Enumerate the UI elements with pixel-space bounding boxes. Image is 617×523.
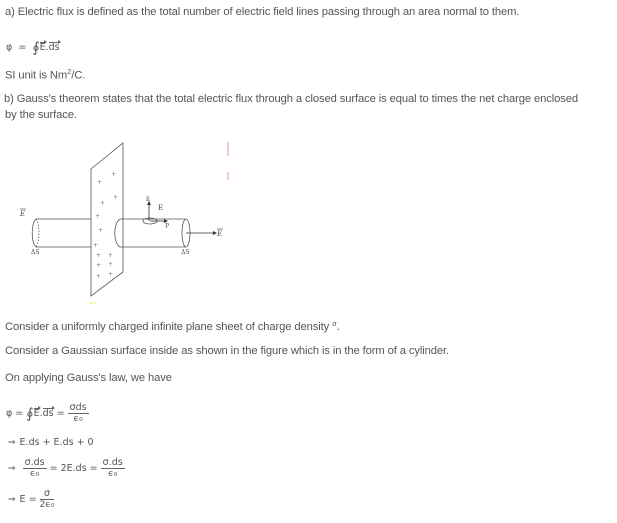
dot-operator: . [39,408,43,419]
closed-integral-symbol: ∮ [32,40,40,56]
sigma-ds-over-epsilon [68,402,89,425]
si-unit-prefix: SI unit is Nm [5,69,68,82]
phi-symbol: φ [6,42,13,53]
svg-text:+: + [95,213,101,220]
phi-equals: φ = [6,408,27,419]
si-unit-exponent: 2 [67,67,72,76]
flux-sum-equation [8,437,94,448]
charge-density-statement [5,316,340,335]
two-E-ds-text: = 2E.ds = [46,463,101,474]
fraction-left [23,457,47,480]
svg-text:+: + [96,252,102,259]
period: . [336,321,340,333]
E-vector: E [39,42,46,53]
charged-plane-diagram [10,140,230,305]
svg-text:ΔS: ΔS [181,249,190,256]
denominator: ϵ₀ [73,414,83,424]
dot-operator: . [45,42,49,53]
svg-text:+: + [93,242,99,249]
sigma-symbol: σ [332,319,337,328]
svg-text:ΔS: ΔS [31,249,40,256]
fraction-right [101,457,125,480]
E-equals: E = [19,494,40,505]
equals-sign: = [53,408,68,419]
charge-density-text: Consider a uniformly charged infinite plane sheet of charge density [5,321,330,333]
gauss-law-equation [6,402,89,425]
denominator: ϵ₀ [108,469,118,479]
E-vector: E [33,408,40,419]
svg-text:+: + [108,271,114,278]
sigma-over-two-epsilon [40,488,55,511]
svg-text:+: + [98,227,104,234]
svg-text:+: + [108,252,114,259]
svg-text:+: + [111,171,117,178]
svg-text:P: P [165,223,170,230]
gaussian-cylinder-figure [10,140,230,305]
si-unit-text [5,64,85,84]
denominator: 2ϵ₀ [39,500,55,510]
svg-text:+: + [113,194,119,201]
svg-text:+: + [96,262,102,269]
numerator: σds [69,402,87,413]
implies-arrow: ⇒ [8,438,16,448]
svg-text:+: + [96,273,102,280]
si-unit-suffix: /C. [71,69,86,82]
gaussian-surface-statement: Consider a Gaussian surface inside as shown in the figure which is in the form of a cylinder. [5,345,450,357]
apply-gauss-law-statement: On applying Gauss's law, we have [5,372,172,384]
ds-vector: ds [42,408,54,419]
ds-vector: ds [48,42,60,53]
svg-text:E: E [158,204,164,212]
electric-flux-definition: a) Electric flux is defined as the total number of electric field lines passing through an area normal to them. [5,6,520,18]
svg-text:E: E [217,230,223,238]
electric-field-result [8,488,54,511]
svg-text:+: + [108,261,114,268]
gauss-theorem-line2: by the surface. [5,109,77,121]
equals-sign: = [18,42,27,53]
numerator: σ.ds [102,457,123,468]
svg-text:+: + [100,200,106,207]
implies-arrow: ⇒ [8,464,16,474]
equate-flux-equation [8,457,125,480]
svg-text:+: + [97,179,103,186]
implies-arrow: ⇒ [8,495,16,505]
numerator: σ [40,488,55,500]
closed-integral-symbol: ∮ [26,406,34,422]
svg-text:n̂: n̂ [146,196,150,203]
flux-formula [6,38,60,54]
flux-sum-text: E.ds + E.ds + 0 [19,437,94,448]
denominator: ϵ₀ [30,469,40,479]
svg-text:E: E [20,210,26,218]
gauss-theorem-line1: b) Gauss's theorem states that the total electric flux through a closed surface is equal to times the net charge enclosed [4,93,578,105]
numerator: σ.ds [24,457,45,468]
